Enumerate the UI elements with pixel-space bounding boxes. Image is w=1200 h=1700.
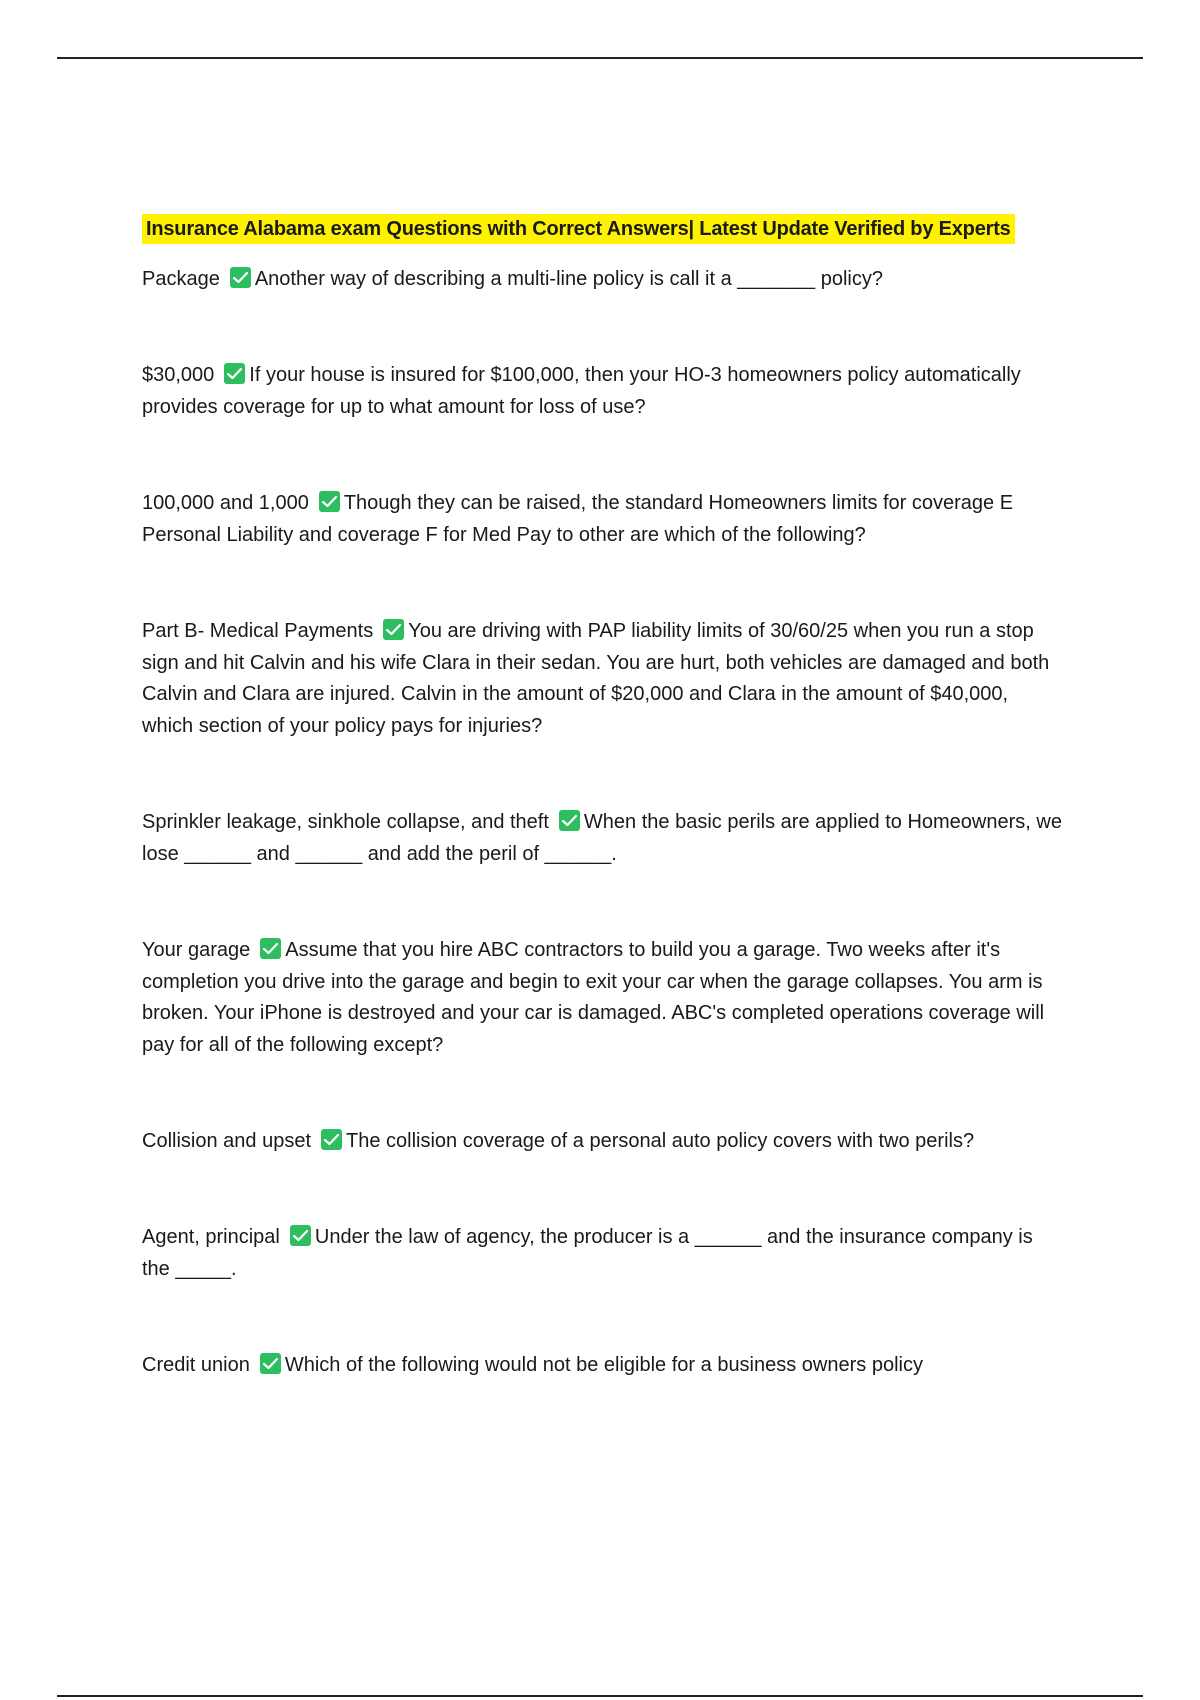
question-text: When the basic perils are applied to Homeowners, we lose ______ and ______ and add the peril of ______. [142,811,1062,865]
qa-item [142,488,1062,551]
qa-item [142,616,1062,742]
question-text: If your house is insured for $100,000, then your HO-3 homeowners policy automatically provides coverage for up to what amount for loss of use? [142,364,1021,418]
answer-text: Your garage [142,939,251,961]
qa-item [142,1126,1062,1158]
check-mark-icon [230,267,251,288]
check-mark-icon [290,1225,311,1246]
qa-item [142,935,1062,1061]
qa-item [142,1222,1062,1285]
qa-item [142,264,1062,296]
document-title: Insurance Alabama exam Questions with Correct Answers| Latest Update Verified by Experts [142,214,1015,244]
answer-text: Agent, principal [142,1226,280,1248]
answer-text: $30,000 [142,364,215,386]
question-text: Assume that you hire ABC contractors to build you a garage. Two weeks after it's completion you drive into the garage and begin to exit your car when the garage collapses. You arm is broken. Your iPhone is destroyed and your car is damaged. ABC's completed operations coverage will pay for all of the following except? [142,939,1045,1056]
answer-text: Part B- Medical Payments [142,620,374,642]
top-rule [57,57,1143,59]
check-mark-icon [224,363,245,384]
qa-item [142,807,1062,870]
answer-text: 100,000 and 1,000 [142,492,309,514]
answer-text: Credit union [142,1354,250,1376]
title-block [142,214,1062,244]
check-mark-icon [559,810,580,831]
check-mark-icon [319,491,340,512]
question-text: You are driving with PAP liability limits of 30/60/25 when you run a stop sign and hit Calvin and his wife Clara in their sedan. You are hurt, both vehicles are damaged and both Calvin and Clara are injured. Calvin in the amount of $20,000 and Clara in the amount of $40,000, which section of your policy pays for injuries? [142,620,1050,737]
question-text: Under the law of agency, the producer is a ______ and the insurance company is the _____. [142,1226,1033,1280]
answer-text: Collision and upset [142,1130,311,1152]
question-text: Though they can be raised, the standard Homeowners limits for coverage E Personal Liability and coverage F for Med Pay to other are which of the following? [142,492,1014,546]
check-mark-icon [260,938,281,959]
question-text: Another way of describing a multi-line policy is call it a _______ policy? [254,268,883,290]
check-mark-icon [260,1353,281,1374]
question-text: Which of the following would not be eligible for a business owners policy [284,1354,923,1376]
check-mark-icon [383,619,404,640]
question-text: The collision coverage of a personal auto policy covers with two perils? [346,1130,975,1152]
check-mark-icon [321,1129,342,1150]
bottom-rule [57,1695,1143,1697]
answer-text: Sprinkler leakage, sinkhole collapse, and theft [142,811,549,833]
qa-item [142,360,1062,423]
qa-item [142,1350,1062,1382]
answer-text: Package [142,268,220,290]
